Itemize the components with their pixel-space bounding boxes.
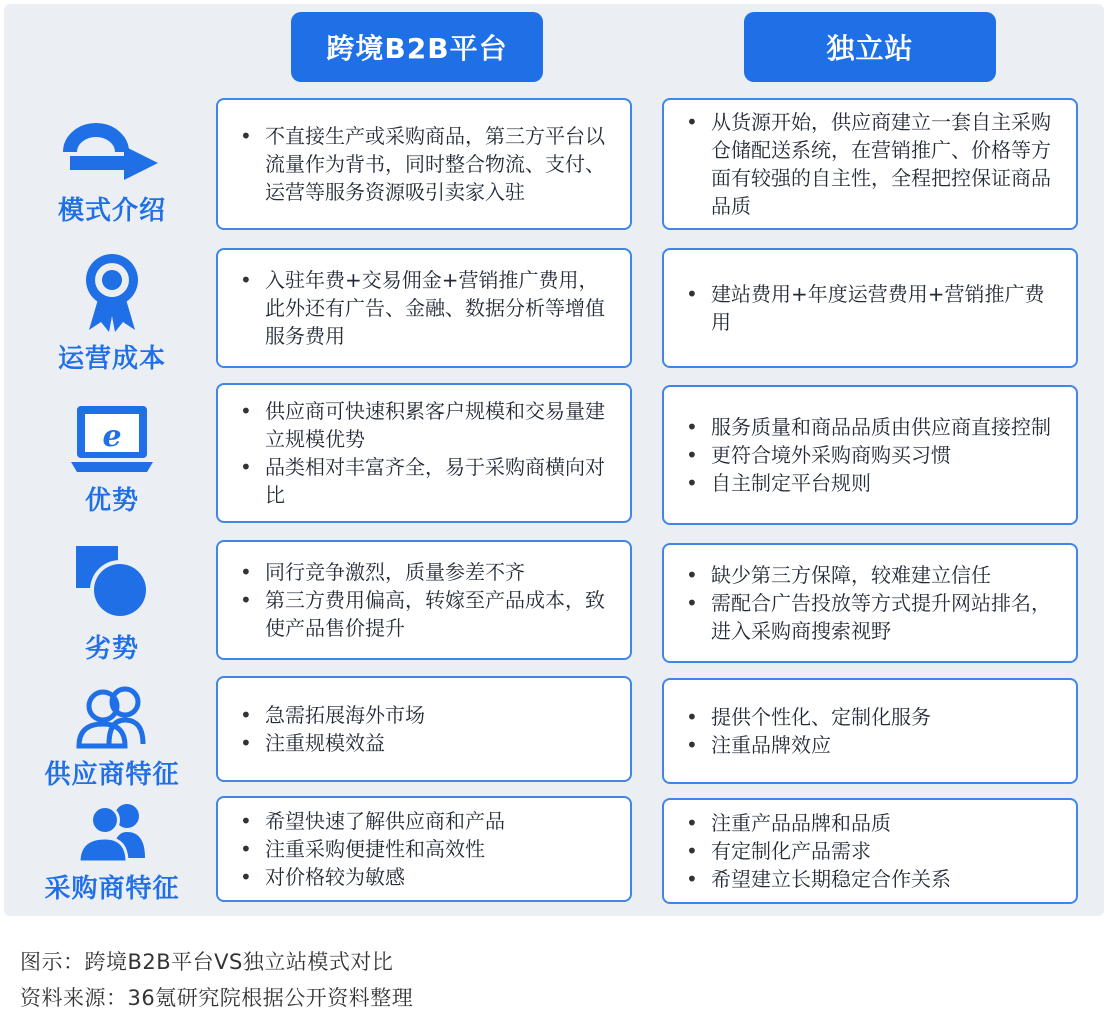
laptop-browser-icon: [69, 402, 155, 476]
row-label-supplier: [14, 684, 210, 791]
users-outline-icon: [69, 684, 155, 750]
bullet-item: • 注重产品品牌和品质: [684, 809, 1058, 837]
bullet-item: • 希望建立长期稳定合作关系: [684, 865, 1058, 893]
card-b2b-buyer: [216, 796, 632, 902]
header-independent-site: 独立站: [744, 12, 996, 82]
bullet-item: • 第三方费用偏高，转嫁至产品成本，致使产品售价提升: [238, 586, 612, 642]
row-label-text: 劣势: [84, 634, 139, 664]
row-label-disadvantage: [14, 544, 210, 665]
bullet-item: • 同行竞争激烈，质量参差不齐: [238, 558, 612, 586]
row-label-text: 运营成本: [57, 344, 166, 374]
card-b2b-disadvantage: [216, 540, 632, 660]
card-independent-mode: [662, 98, 1078, 230]
bullet-item: • 供应商可快速积累客户规模和交易量建立规模优势: [238, 397, 612, 453]
card-b2b-supplier: [216, 676, 632, 782]
bullet-item: • 有定制化产品需求: [684, 837, 1058, 865]
row-label-cost: [14, 250, 210, 375]
card-independent-advantage: [662, 385, 1078, 525]
bullet-item: • 对价格较为敏感: [238, 863, 612, 891]
row-label-advantage: [14, 402, 210, 517]
row-label-text: 优势: [84, 486, 139, 516]
row-label-text: 采购商特征: [44, 874, 180, 904]
row-label-text: 模式介绍: [57, 196, 166, 226]
award-badge-icon: [77, 250, 147, 334]
bullet-item: • 提供个性化、定制化服务: [684, 703, 1058, 731]
card-b2b-mode: [216, 98, 632, 230]
bullet-item: • 更符合境外采购商购买习惯: [684, 441, 1058, 469]
bullet-item: • 注重品牌效应: [684, 731, 1058, 759]
bullet-item: • 不直接生产或采购商品，第三方平台以流量作为背书，同时整合物流、支付、运营等服务资源吸引卖家入驻: [238, 122, 612, 206]
figure-caption: 图示：跨境B2B平台VS独立站模式对比: [20, 950, 394, 974]
bullet-item: • 需配合广告投放等方式提升网站排名，进入采购商搜索视野: [684, 589, 1058, 645]
bullet-item: • 自主制定平台规则: [684, 469, 1058, 497]
row-label-mode: [14, 108, 210, 227]
users-solid-icon: [69, 800, 155, 864]
card-independent-cost: [662, 248, 1078, 368]
bullet-item: • 品类相对丰富齐全，易于采购商横向对比: [238, 453, 612, 509]
bullet-item: • 注重规模效益: [238, 729, 612, 757]
row-label-buyer: [14, 800, 210, 905]
row-label-text: 供应商特征: [44, 760, 180, 790]
bullet-item: • 急需拓展海外市场: [238, 701, 612, 729]
data-source: 资料来源：36氪研究院根据公开资料整理: [20, 986, 414, 1010]
bullet-item: • 缺少第三方保障，较难建立信任: [684, 561, 1058, 589]
bullet-item: • 希望快速了解供应商和产品: [238, 807, 612, 835]
card-independent-supplier: [662, 678, 1078, 784]
bullet-item: • 注重采购便捷性和高效性: [238, 835, 612, 863]
bullet-item: • 建站费用+年度运营费用+营销推广费用: [684, 280, 1058, 336]
svg-text:e: e: [102, 419, 122, 454]
bullet-item: • 服务质量和商品品质由供应商直接控制: [684, 413, 1058, 441]
card-b2b-cost: [216, 248, 632, 368]
card-b2b-advantage: [216, 383, 632, 523]
arrow-loop-icon: [60, 108, 164, 186]
header-b2b-platform: 跨境B2B平台: [291, 12, 543, 82]
bullet-item: • 入驻年费+交易佣金+营销推广费用，此外还有广告、金融、数据分析等增值服务费用: [238, 266, 612, 350]
card-independent-disadvantage: [662, 543, 1078, 663]
shapes-icon: [70, 544, 154, 624]
card-independent-buyer: [662, 798, 1078, 904]
bullet-item: • 从货源开始，供应商建立一套自主采购仓储配送系统，在营销推广、价格等方面有较强的自主性，全程把控保证商品品质: [684, 108, 1058, 220]
